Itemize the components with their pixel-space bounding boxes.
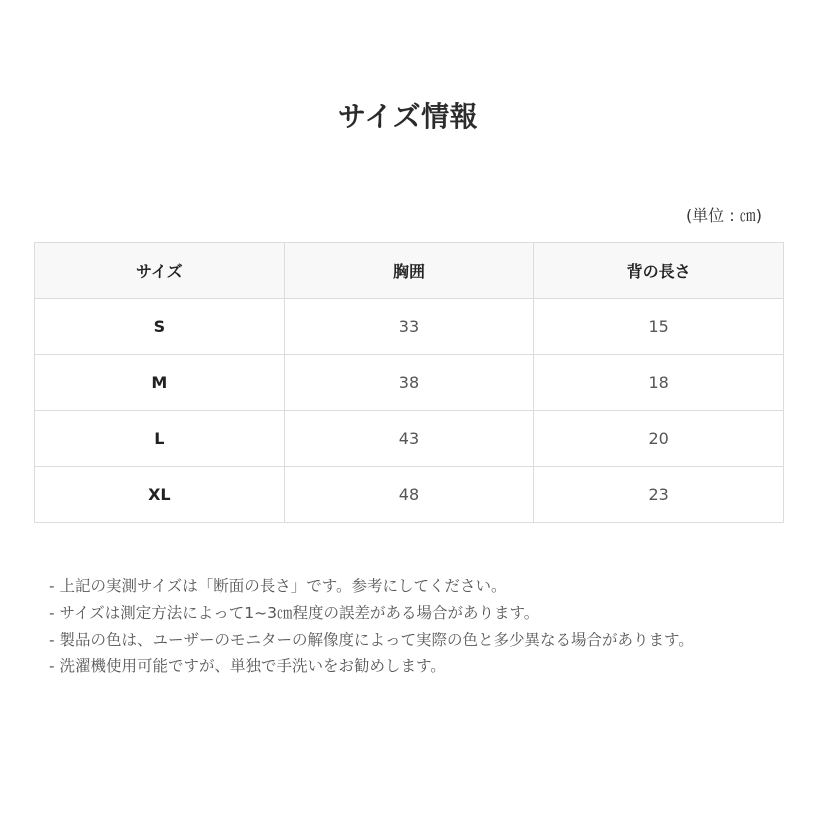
header-chest: 胸囲 xyxy=(284,243,534,299)
table-header-row xyxy=(35,243,784,299)
size-table xyxy=(34,242,784,523)
table-row xyxy=(35,467,784,523)
back-length-cell: 20 xyxy=(534,411,784,467)
chest-cell: 43 xyxy=(284,411,534,467)
chest-cell: 33 xyxy=(284,299,534,355)
size-cell: S xyxy=(35,299,285,355)
size-cell: XL xyxy=(35,467,285,523)
size-cell: M xyxy=(35,355,285,411)
header-size: サイズ xyxy=(35,243,285,299)
table-row xyxy=(35,299,784,355)
note-item: - サイズは測定方法によって1~3㎝程度の誤差がある場合があります。 xyxy=(49,603,540,622)
back-length-cell: 18 xyxy=(534,355,784,411)
unit-note: (単位 : ㎝) xyxy=(685,206,762,225)
note-item: - 上記の実測サイズは「断面の長さ」です。参考にしてください。 xyxy=(49,577,507,595)
note-item: - 製品の色は、ユーザーのモニターの解像度によって実際の色と多少異なる場合があります。 xyxy=(49,630,694,649)
care-notes xyxy=(49,573,694,680)
back-length-cell: 15 xyxy=(534,299,784,355)
page-title: サイズ情報 xyxy=(337,99,479,133)
chest-cell: 38 xyxy=(284,355,534,411)
back-length-cell: 23 xyxy=(534,467,784,523)
table-row xyxy=(35,411,784,467)
size-cell: L xyxy=(35,411,285,467)
table-row xyxy=(35,355,784,411)
note-item: - 洗濯機使用可能ですが、単独で手洗いをお勧めします。 xyxy=(49,657,446,676)
header-back-length: 背の長さ xyxy=(534,243,784,299)
chest-cell: 48 xyxy=(284,467,534,523)
